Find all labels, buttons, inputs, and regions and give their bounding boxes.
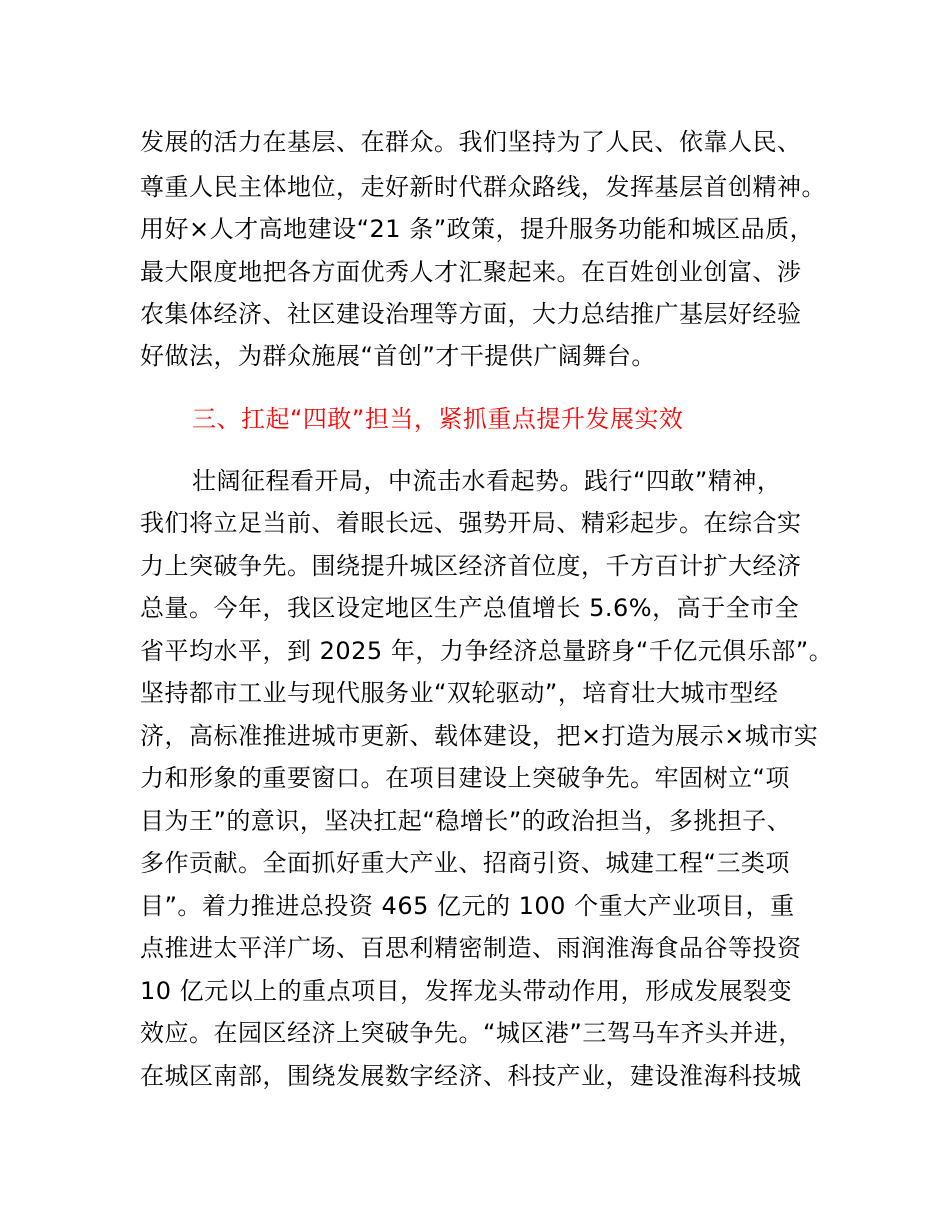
- paragraph-2-line-6: 坚持都市工业与现代服务业“双轮驱动”，培育壮大城市型经: [140, 679, 779, 707]
- paragraph-2-line-10: 多作贡献。全面抓好重大产业、招商引资、城建工程“三类项: [140, 849, 790, 877]
- paragraph-2-line-7: 济，高标准推进城市更新、载体建设，把×打造为展示×城市实: [140, 722, 819, 750]
- paragraph-1-line-6: 好做法，为群众施展“首创”才干提供广阔舞台。: [140, 342, 656, 370]
- section-heading: 三、扛起“四敢”担当，紧抓重点提升发展实效: [192, 405, 684, 433]
- paragraph-2-line-15: 在城区南部，围绕发展数字经济、科技产业，建设淮海科技城: [140, 1062, 802, 1090]
- paragraph-2-line-13: 10 亿元以上的重点项目，发挥龙头带动作用，形成发展裂变: [140, 977, 793, 1005]
- paragraph-1-line-1: 发展的活力在基层、在群众。我们坚持为了人民、依靠人民、: [140, 128, 802, 156]
- paragraph-2-line-1: 壮阔征程看开局，中流击水看起势。践行“四敢”精神，: [192, 467, 782, 495]
- paragraph-2-line-3: 力上突破争先。围绕提升城区经济首位度，千方百计扩大经济: [140, 552, 802, 580]
- paragraph-1-line-5: 农集体经济、社区建设治理等方面，大力总结推广基层好经验: [140, 300, 802, 328]
- paragraph-1-line-4: 最大限度地把各方面优秀人才汇聚起来。在百姓创业创富、涉: [140, 258, 802, 286]
- paragraph-2-line-2: 我们将立足当前、着眼长远、强势开局、精彩起步。在综合实: [140, 509, 802, 537]
- paragraph-2-line-12: 点推进太平洋广场、百思利精密制造、雨润淮海食品谷等投资: [140, 934, 802, 962]
- paragraph-2-line-4: 总量。今年，我区设定地区生产总值增长 5.6%，高于全市全: [140, 594, 800, 622]
- paragraph-1-line-3: 用好×人才高地建设“21 条”政策，提升服务功能和城区品质，: [140, 215, 815, 243]
- paragraph-2-line-8: 力和形象的重要窗口。在项目建设上突破争先。牢固树立“项: [140, 764, 790, 792]
- paragraph-2-line-14: 效应。在园区经济上突破争先。“城区港”三驾马车齐头并进，: [140, 1019, 803, 1047]
- paragraph-2-line-5: 省平均水平，到 2025 年，力争经济总量跻身“千亿元俱乐部”。: [140, 637, 834, 665]
- paragraph-2-line-11: 目”。着力推进总投资 465 亿元的 100 个重大产业项目，重: [140, 892, 795, 920]
- paragraph-2-line-9: 目为王”的意识，坚决扛起“稳增长”的政治担当，多挑担子、: [140, 807, 792, 835]
- paragraph-1-line-2: 尊重人民主体地位，走好新时代群众路线，发挥基层首创精神。: [140, 173, 826, 201]
